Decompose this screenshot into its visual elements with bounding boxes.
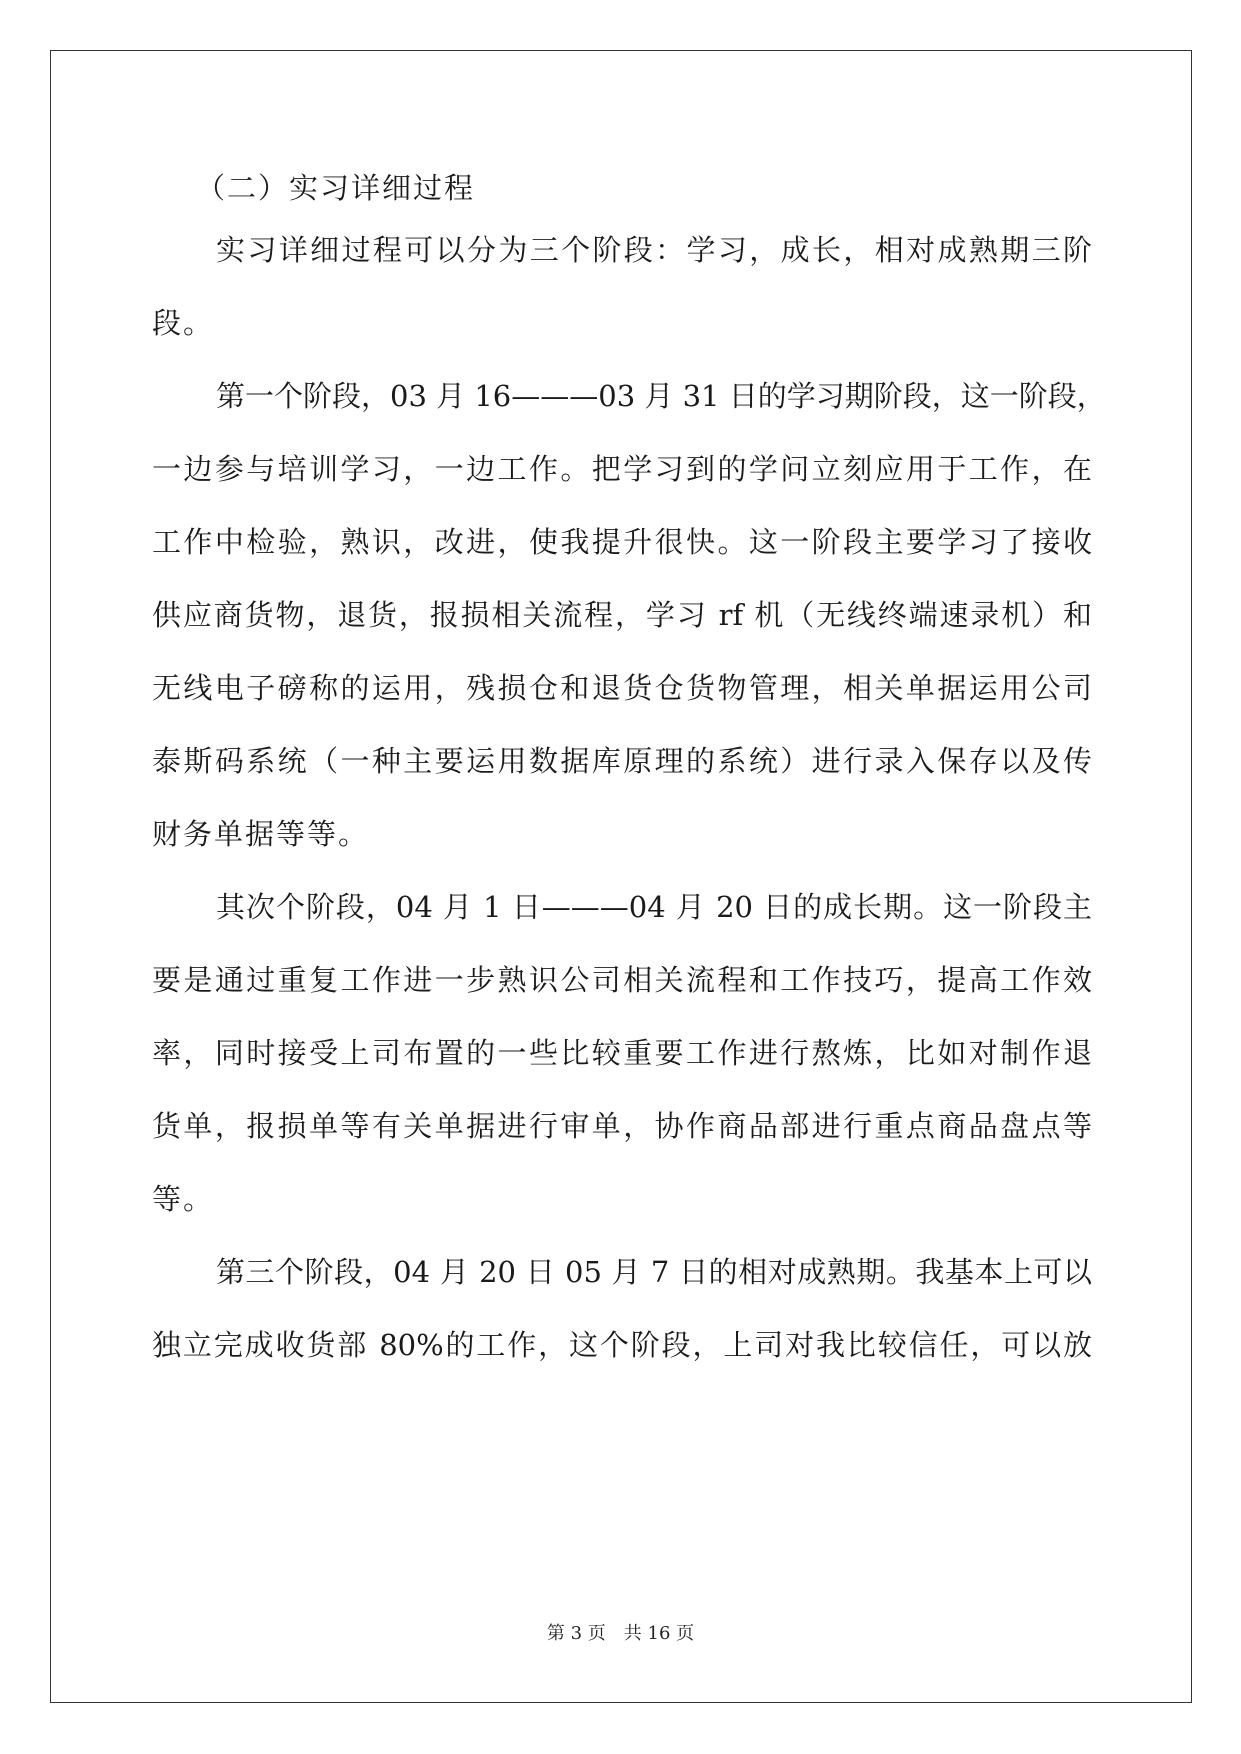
page-number-footer: 第 3 页 共 16 页 [546,1623,695,1644]
body-line-9: 财务单据等等。 [152,817,370,851]
body-line-5: 工作中检验，熟识，改进，使我提升很快。这一阶段主要学习了接收 [152,525,1092,559]
body-line-12: 率，同时接受上司布置的一些比较重要工作进行熬炼，比如对制作退 [152,1036,1092,1070]
body-line-15: 第三个阶段，04 月 20 日 05 月 7 日的相对成熟期。我基本上可以 [216,1255,1092,1289]
body-line-13: 货单，报损单等有关单据进行审单，协作商品部进行重点商品盘点等 [152,1109,1092,1143]
body-line-7: 无线电子磅称的运用，残损仓和退货仓货物管理，相关单据运用公司 [152,671,1092,705]
body-line-11: 要是通过重复工作进一步熟识公司相关流程和工作技巧，提高工作效 [152,963,1092,997]
body-line-1: 实习详细过程可以分为三个阶段：学习，成长，相对成熟期三阶 [216,233,1092,267]
body-line-10: 其次个阶段，04 月 1 日———04 月 20 日的成长期。这一阶段主 [216,890,1092,924]
body-line-3: 第一个阶段，03 月 16———03 月 31 日的学习期阶段，这一阶段， [216,379,1106,413]
body-line-14: 等。 [152,1182,215,1216]
body-line-4: 一边参与培训学习，一边工作。把学习到的学问立刻应用于工作，在 [152,452,1092,486]
body-line-8: 泰斯码系统（一种主要运用数据库原理的系统）进行录入保存以及传 [152,744,1092,778]
body-line-2: 段。 [152,306,215,340]
page-border [50,50,1192,1703]
body-line-16: 独立完成收货部 80%的工作，这个阶段，上司对我比较信任，可以放 [152,1328,1092,1362]
body-line-6: 供应商货物，退货，报损相关流程，学习 rf 机（无线终端速录机）和 [152,598,1092,632]
section-heading: （二）实习详细过程 [196,171,476,205]
